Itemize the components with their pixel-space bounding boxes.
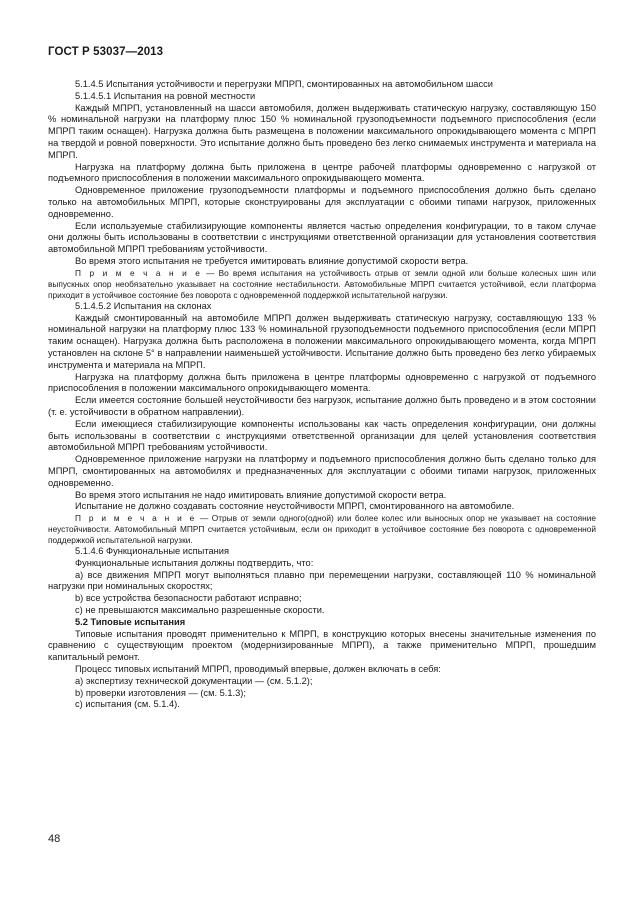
body-paragraph: Если используемые стабилизирующие компоненты является частью определения конфигурации, то в таком случае они должны быть использованы в соответствии с инструкциями ответственной организации для установления соответствия автомобильной МПРП требованиям устойчивости. [48,220,596,255]
body-paragraph: Испытание не должно создавать состояние неустойчивости МПРП, смонтированного на автомобиле. [75,501,515,512]
body-paragraph: Нагрузка на платформу должна быть приложена в центре рабочей платформы одновременно с нагрузкой от подъемного приспособления в положении максимального опрокидывающего момента. [48,161,596,184]
note-text: — Отрыв от земли одного(одной) или более колес или выносных опор не указывает на состояние неустойчивости. Автомобильный МПРП считается устойчивым, если он приходит в устойчивое состояние без поворота с одновременной поддержкой испытательной нагрузки. [48,513,596,546]
note-label: П р и м е ч а н и е [75,513,197,524]
body-paragraph: a) все движения МПРП могут выполняться плавно при перемещении нагрузки, составляющей 110 % номинальной нагрузки при номинальных скоростях; [48,569,596,592]
page-number: 48 [48,833,61,845]
document-body [48,79,596,711]
note-text: — Во время испытания на устойчивость отрыв от земли одной или больше колесных шин или выпускных опор необязательно указывает на состояние нестабильности. Автомобильные МПРП считается устойчивой, если платформа приходит в устойчивое состояние без поворота с одновременной поддержкой испытательной нагрузки. [48,267,596,300]
note-paragraph [48,513,596,546]
body-paragraph: c) не превышаются максимально разрешенные скорости. [75,605,325,616]
body-paragraph: Каждый смонтированный на автомобиле МПРП должен выдерживать статическую нагрузку, составляющую 133 % номинальной нагрузки на платформу плюс 133 % номинальной грузоподъемности подъемного приспособления (если МПРП таким оснащен). Нагрузка должна быть расположена в положении максимального опрокидывающего момента, когда МПРП установлен на склоне 5° в направлении наименьшей устойчивости. Испытание должно быть проведено без легко убираемых инструмента и материала на МПРП. [48,312,596,370]
section-heading: 5.1.4.5.2 Испытания на склонах [75,300,212,311]
page-header: ГОСТ Р 53037—2013 [48,46,164,58]
section-heading: 5.1.4.5 Испытания устойчивости и перегрузки МПРП, смонтированных на автомобильном шасси [75,79,493,89]
body-paragraph: a) экспертизу технической документации — (см. 5.1.2); [75,675,313,686]
body-paragraph: Одновременное приложение грузоподъемности платформы и подъемного приспособления должно быть сделано только на автомобильных МПРП, которые сконструированы для эксплуатации с обоими типами нагрузок, приложенных одновременно. [48,185,596,219]
section-heading: 5.1.4.6 Функциональные испытания [75,546,230,557]
body-paragraph: Одновременное приложение нагрузки на платформу и подъемного приспособления должно быть сделано только для МПРП, смонтированных на автомобилях и предназначенных для эксплуатации с обоими типами нагрузок, приложенных одновременно. [48,454,596,488]
body-paragraph: Если имеется состояние большей неустойчивости без нагрузок, испытание должно быть проведено и в этом состоянии (т. е. устойчивости в обратном направлении). [48,395,596,417]
body-paragraph: c) испытания (см. 5.1.4). [75,699,180,710]
body-paragraph: Типовые испытания проводят применительно к МПРП, в конструкцию которых внесены значительные изменения по сравнению с существующим проектом (модернизированные МПРП), а также применительно МПРП, прошедшим капитальный ремонт. [48,628,596,663]
body-paragraph: Если имеющиеся стабилизирующие компоненты использованы как часть определения конфигурации, они должны быть использованы в соответствии с инструкциями ответственной организации для целей установления соответствия автомобильной МПРП требованиям устойчивости. [48,418,596,453]
body-paragraph: Каждый МПРП, установленный на шасси автомобиля, должен выдерживать статическую нагрузку, составляющую 150 % номинальной нагрузки на платформу плюс 150 % номинальной грузоподъемности подъемного приспособления (если МПРП таким оснащен). Нагрузка должна быть размещена в положении максимального опрокидывающего момента с МПРП на твердой и ровной поверхности. Это испытание должно быть проведено без легко снимаемых инструмента и материала на МПРП. [48,102,596,160]
body-paragraph: Во время этого испытания не надо имитировать влияние допустимой скорости ветра. [75,489,447,500]
body-paragraph: Функциональные испытания должны подтвердить, что: [75,557,314,568]
body-paragraph: Процесс типовых испытаний МПРП, проводимый впервые, должен включать в себя: [75,664,441,675]
body-paragraph: b) проверки изготовления — (см. 5.1.3); [75,687,246,698]
section-heading: 5.1.4.5.1 Испытания на ровной местности [75,90,256,101]
body-paragraph: b) все устройства безопасности работают исправно; [75,593,302,604]
body-paragraph: Нагрузка на платформу должна быть приложена в центре платформы одновременно с нагрузкой от подъемного приспособления в положении максимального опрокидывающего момента. [48,371,596,394]
note-label: П р и м е ч а н и е [75,267,203,278]
section-heading: 5.2 Типовые испытания [75,616,186,627]
note-paragraph [48,268,596,301]
body-paragraph: Во время этого испытания не требуется имитировать влияние допустимой скорости ветра. [75,255,469,266]
